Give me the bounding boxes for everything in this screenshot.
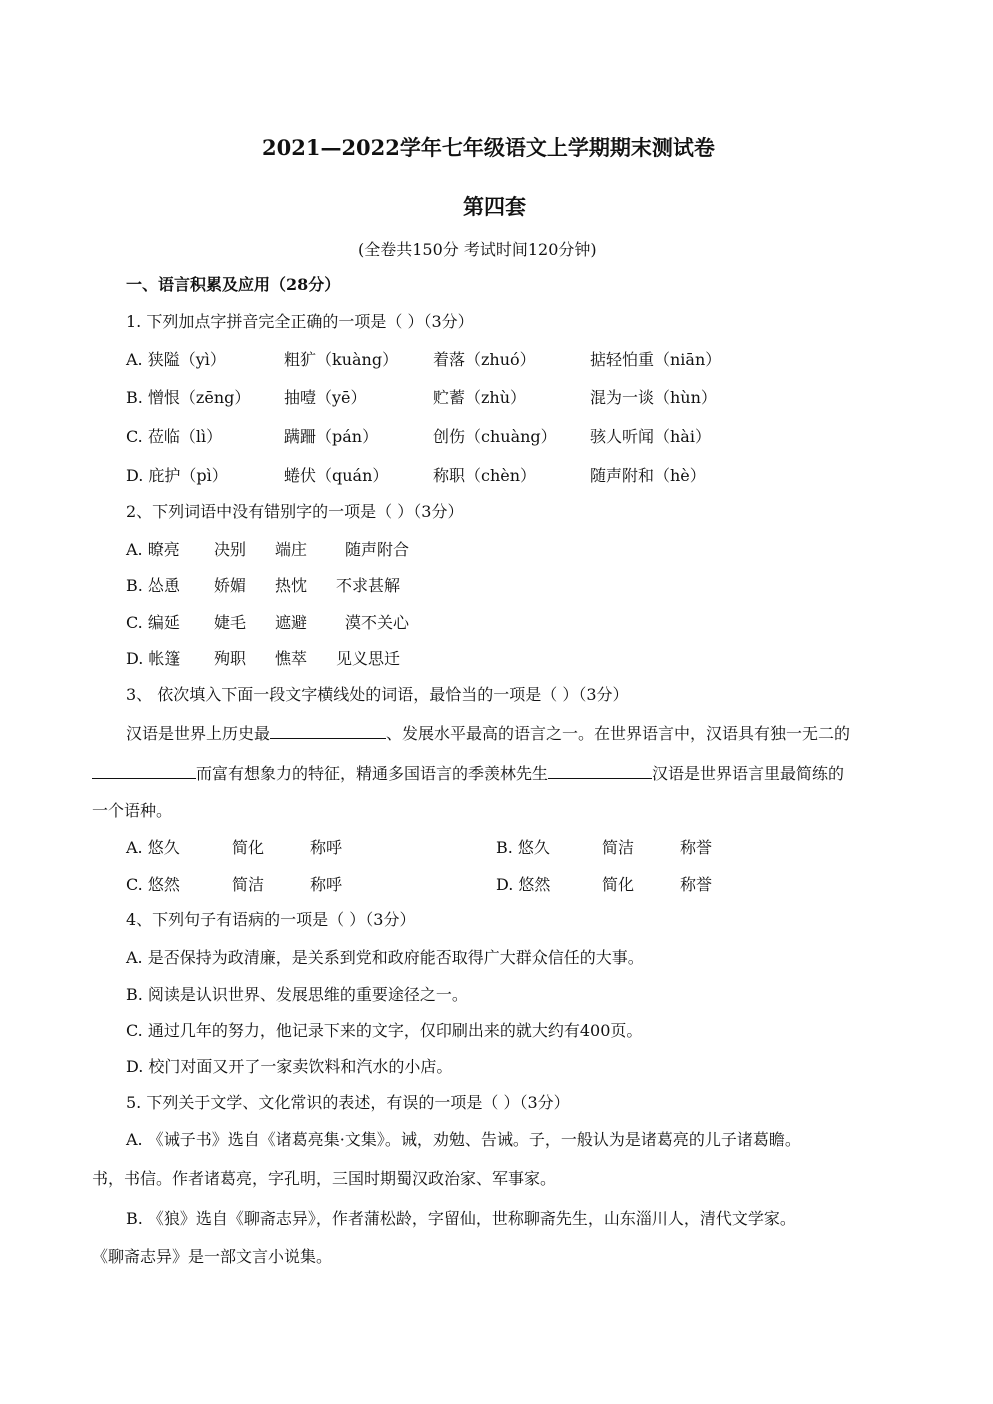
q2-c-col4: 漠不关心 — [345, 613, 410, 632]
q1-c-col4: 骇人听闻（hài） — [590, 427, 711, 446]
q3-c-col3: 称呼 — [310, 875, 343, 894]
q2-a-col1: A. 暸亮 — [126, 540, 180, 559]
q5-option-a-line2: 书，书信。作者诸葛亮，字孔明，三国时期蜀汉政治家、军事家。 — [92, 1169, 557, 1188]
q2-a-col3: 端庄 — [275, 540, 308, 559]
q1-d-col3: 称职（chèn） — [433, 466, 537, 485]
q1-b-col1: B. 憎恨（zēng） — [126, 388, 251, 407]
q1-a-col4: 掂轻怕重（niān） — [590, 350, 722, 369]
q2-d-col2: 殉职 — [214, 649, 247, 668]
q1-b-col2: 抽噎（yē） — [284, 388, 367, 407]
q1-c-col3: 创伤（chuàng） — [433, 427, 557, 446]
q1-d-col1: D. 庇护（pì） — [126, 466, 228, 485]
fill-blank — [548, 762, 652, 779]
exam-note: (全卷共150分 考试时间120分钟) — [358, 240, 597, 259]
q2-stem: 2、下列词语中没有错别字的一项是（ ）（3分） — [126, 502, 464, 521]
q1-c-col1: C. 莅临（lì） — [126, 427, 223, 446]
q3-c-col1: C. 悠然 — [126, 875, 180, 894]
q3-b-col2: 简洁 — [602, 838, 635, 857]
q1-b-col3: 贮蓄（zhù） — [433, 388, 527, 407]
q3-a-col2: 简化 — [232, 838, 265, 857]
q3-a-col1: A. 悠久 — [126, 838, 180, 857]
q2-c-col3: 遮避 — [275, 613, 308, 632]
q1-a-col1: A. 狭隘（yì） — [126, 350, 226, 369]
q3-b-col3: 称誉 — [680, 838, 713, 857]
q4-option-c: C. 通过几年的努力，他记录下来的文字，仅印刷出来的就大约有400页。 — [126, 1021, 643, 1040]
q1-d-col2: 蜷伏（quán） — [284, 466, 389, 485]
q3-text: 而富有想象力的特征，精通多国语言的季羡林先生 — [196, 764, 549, 783]
fill-blank — [270, 722, 386, 739]
q3-passage-line3: 一个语种。 — [92, 801, 173, 820]
q1-a-col2: 粗犷（kuàng） — [284, 350, 399, 369]
q1-a-col3: 着落（zhuó） — [433, 350, 536, 369]
q3-b-col1: B. 悠久 — [496, 838, 550, 857]
q3-d-col3: 称誉 — [680, 875, 713, 894]
q5-option-b-line1: B. 《狼》选自《聊斋志异》，作者蒲松龄，字留仙，世称聊斋先生，山东淄川人，清代文学家。 — [126, 1209, 796, 1228]
set-label: 第四套 — [463, 194, 526, 219]
q1-stem: 1. 下列加点字拼音完全正确的一项是（ ）（3分） — [126, 312, 474, 331]
exam-title: 2021—2022学年七年级语文上学期期末测试卷 — [262, 135, 715, 160]
q3-passage-line2 — [92, 762, 844, 784]
q2-b-col4: 不求甚解 — [336, 576, 401, 595]
q3-d-col2: 简化 — [602, 875, 635, 894]
q5-option-a-line1: A. 《诫子书》选自《诸葛亮集·文集》。诫，劝勉、告诫。子，一般认为是诸葛亮的儿子诸葛瞻。 — [126, 1130, 801, 1149]
q2-c-col2: 婕毛 — [214, 613, 247, 632]
q2-d-col1: D. 帐篷 — [126, 649, 181, 668]
q3-passage-line1 — [126, 722, 850, 744]
q1-c-col2: 蹒跚（pán） — [284, 427, 379, 446]
q2-b-col2: 娇媚 — [214, 576, 247, 595]
q3-c-col2: 简洁 — [232, 875, 265, 894]
q3-a-col3: 称呼 — [310, 838, 343, 857]
q2-b-col3: 热忱 — [275, 576, 308, 595]
section-heading: 一、语言积累及应用（28分） — [126, 275, 341, 294]
q4-option-b: B. 阅读是认识世界、发展思维的重要途径之一。 — [126, 985, 468, 1004]
q3-text: 汉语是世界语言里最简练的 — [652, 764, 845, 783]
q3-stem: 3、 依次填入下面一段文字横线处的词语，最恰当的一项是（ ）（3分） — [126, 685, 629, 704]
fill-blank — [92, 762, 196, 779]
q2-d-col3: 憔萃 — [275, 649, 308, 668]
q4-option-a: A. 是否保持为政清廉，是关系到党和政府能否取得广大群众信任的大事。 — [126, 948, 644, 967]
q5-stem: 5. 下列关于文学、文化常识的表述，有误的一项是（ ）（3分） — [126, 1093, 570, 1112]
q3-text: 、发展水平最高的语言之一。在世界语言中，汉语具有独一无二的 — [386, 724, 851, 743]
q2-b-col1: B. 怂恿 — [126, 576, 180, 595]
q2-d-col4: 见义思迁 — [336, 649, 401, 668]
q4-stem: 4、下列句子有语病的一项是（ ）（3分） — [126, 910, 416, 929]
q3-text: 汉语是世界上历史最 — [126, 724, 271, 743]
q2-a-col2: 决别 — [214, 540, 247, 559]
q4-option-d: D. 校门对面又开了一家卖饮料和汽水的小店。 — [126, 1057, 453, 1076]
q1-b-col4: 混为一谈（hùn） — [590, 388, 717, 407]
q2-a-col4: 随声附合 — [345, 540, 410, 559]
q2-c-col1: C. 编延 — [126, 613, 180, 632]
q5-option-b-line2: 《聊斋志异》是一部文言小说集。 — [92, 1247, 333, 1266]
q3-d-col1: D. 悠然 — [496, 875, 551, 894]
q1-d-col4: 随声附和（hè） — [590, 466, 706, 485]
